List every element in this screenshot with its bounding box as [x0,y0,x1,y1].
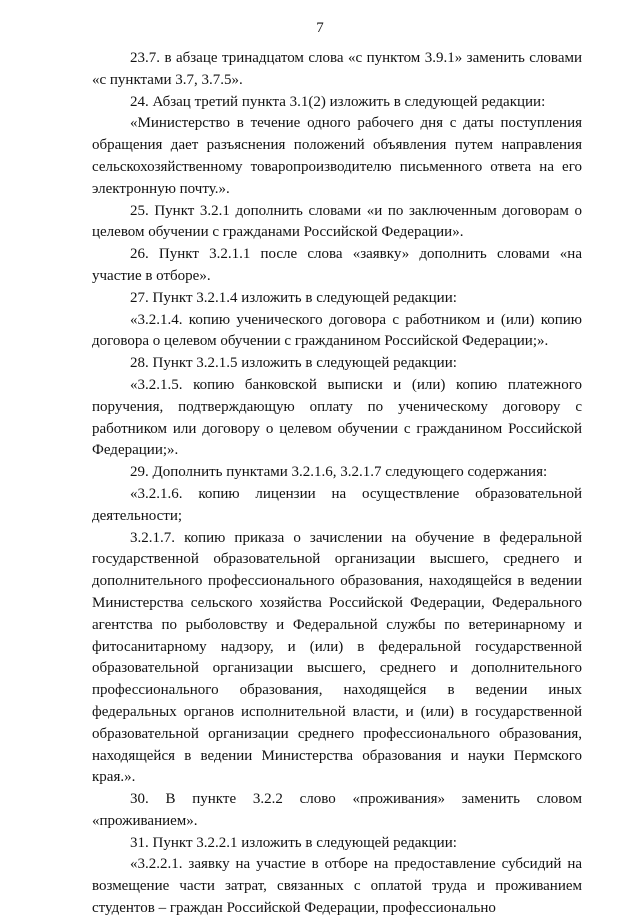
page-number: 7 [316,20,324,36]
paragraph-25: 25. Пункт 3.2.1 дополнить словами «и по заключенным договорам о целевом обучении с гражданами Российской Федерации». [92,202,582,241]
paragraph-29-quote-3-2-1-6: «3.2.1.6. копию лицензии на осуществление образовательной деятельности; [92,485,582,524]
paragraph-26: 26. Пункт 3.2.1.1 после слова «заявку» дополнить словами «на участие в отборе». [92,246,582,284]
paragraph-24: 24. Абзац третий пункта 3.1(2) изложить в следующей редакции: [130,93,546,110]
paragraph-28: 28. Пункт 3.2.1.5 изложить в следующей редакции: [130,355,457,372]
paragraph-31: 31. Пункт 3.2.2.1 изложить в следующей редакции: [130,834,457,851]
paragraph-31-quote: «3.2.2.1. заявку на участие в отборе на предоставление субсидий на возмещение части затрат, связанных с оплатой труда и проживанием студентов – граждан Российской Федерации, профессионально [92,856,582,917]
paragraph-30: 30. В пункте 3.2.2 слово «проживания» заменить словом «проживанием». [92,791,582,829]
paragraph-27: 27. Пункт 3.2.1.4 изложить в следующей редакции: [130,289,457,306]
paragraph-24-quote: «Министерство в течение одного рабочего дня с даты поступления обращения дает разъяснения положений объявления путем направления сельскохозяйственному товаропроизводителю письменного ответа на его электронную почту.». [92,115,582,197]
paragraph-29: 29. Дополнить пунктами 3.2.1.6, 3.2.1.7 следующего содержания: [130,464,548,481]
paragraph-29-quote-3-2-1-7: 3.2.1.7. копию приказа о зачислении на обучение в федеральной государственной образовательной организации высшего, среднего и дополнительного профессионального образования, находящейся в ведении Министерства сельского хозяйства Российской Федерации, Федерального агентства по рыболовству и Федеральной службы по ветеринарному и фитосанитарному надзору, и (или) в федеральной государственной образовательной организации высшего, среднего и дополнительного профессионального образования, находящейся в ведении иных федеральных органов исполнительной власти, и (или) в государственной образовательной организации среднего профессионального образования, находящейся в ведении Министерства образования и науки Пермского края.». [92,529,582,786]
document-body [92,48,582,920]
paragraph-28-quote: «3.2.1.5. копию банковской выписки и (или) копию платежного поручения, подтверждающую оплату по ученическому договору с работником или договору о целевом обучении с гражданином Российской Федерации;». [92,376,582,459]
paragraph-27-quote: «3.2.1.4. копию ученического договора с работником и (или) копию договора о целевом обучении с гражданином Российской Федерации;». [92,311,582,350]
paragraph-23-7: 23.7. в абзаце тринадцатом слова «с пунктом 3.9.1» заменить словами «с пунктами 3.7, 3.7.5». [92,50,582,88]
